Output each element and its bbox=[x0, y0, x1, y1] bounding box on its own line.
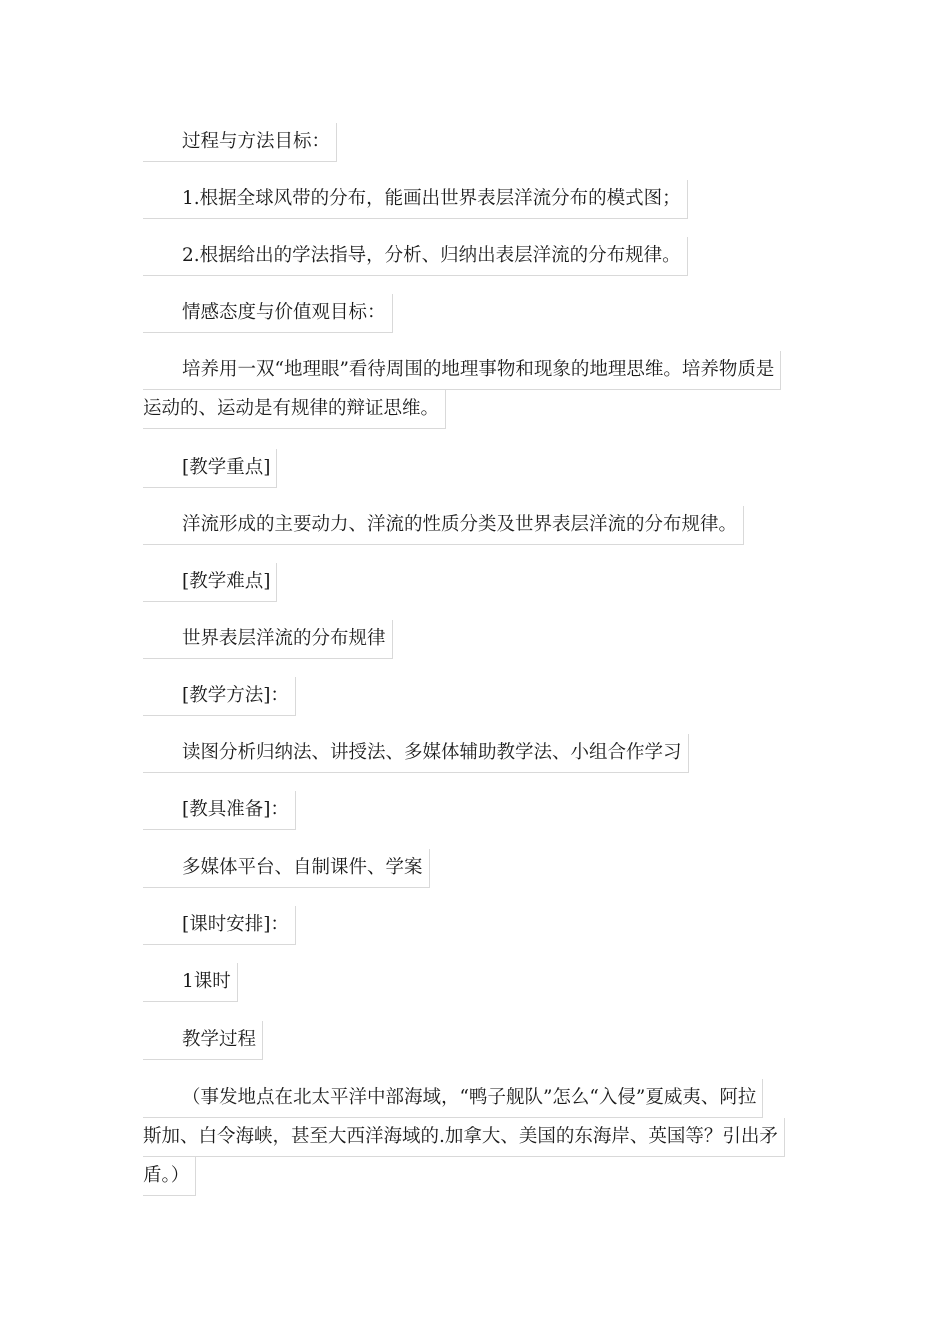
emotion-values-paragraph bbox=[143, 351, 781, 429]
paragraph-line: 读图分析归纳法、讲授法、多媒体辅助教学法、小组合作学习 bbox=[143, 734, 689, 773]
paragraph-line: [教学重点] bbox=[143, 449, 277, 488]
heading-methods bbox=[143, 677, 296, 716]
paragraph-line: [教具准备]： bbox=[143, 791, 296, 830]
key-points-paragraph bbox=[143, 506, 744, 545]
intro-paragraph bbox=[143, 1079, 785, 1196]
objective-item-1 bbox=[143, 180, 688, 219]
heading-process-method bbox=[143, 123, 337, 162]
paragraph-line: [教学难点] bbox=[143, 563, 277, 602]
schedule-paragraph bbox=[143, 963, 238, 1002]
paragraph-line: 培养用一双“地理眼”看待周围的地理事物和现象的地理思维。培养物质是 bbox=[143, 351, 781, 390]
heading-emotion-values bbox=[143, 294, 393, 333]
heading-schedule bbox=[143, 906, 296, 945]
objective-item-2 bbox=[143, 237, 688, 276]
paragraph-line: 过程与方法目标： bbox=[143, 123, 337, 162]
heading-key-points bbox=[143, 449, 277, 488]
paragraph-line: 2.根据给出的学法指导，分析、归纳出表层洋流的分布规律。 bbox=[143, 237, 688, 276]
paragraph-line: 1.根据全球风带的分布，能画出世界表层洋流分布的模式图； bbox=[143, 180, 688, 219]
paragraph-line: 多媒体平台、自制课件、学案 bbox=[143, 849, 430, 888]
paragraph-line: 斯加、白令海峡，甚至大西洋海域的.加拿大、美国的东海岸、英国等？引出矛 bbox=[143, 1118, 785, 1157]
difficulties-paragraph bbox=[143, 620, 393, 659]
heading-tools bbox=[143, 791, 296, 830]
paragraph-line: [课时安排]： bbox=[143, 906, 296, 945]
paragraph-line: 教学过程 bbox=[143, 1021, 263, 1060]
paragraph-line: 盾。） bbox=[143, 1157, 196, 1196]
paragraph-line: （事发地点在北太平洋中部海域，“鸭子舰队”怎么“入侵”夏威夷、阿拉 bbox=[143, 1079, 763, 1118]
tools-paragraph bbox=[143, 849, 430, 888]
paragraph-line: 运动的、运动是有规律的辩证思维。 bbox=[143, 390, 446, 429]
paragraph-line: 1课时 bbox=[143, 963, 238, 1002]
paragraph-line: [教学方法]： bbox=[143, 677, 296, 716]
methods-paragraph bbox=[143, 734, 689, 773]
paragraph-line: 世界表层洋流的分布规律 bbox=[143, 620, 393, 659]
paragraph-line: 情感态度与价值观目标： bbox=[143, 294, 393, 333]
heading-difficulties bbox=[143, 563, 277, 602]
heading-teaching-process bbox=[143, 1021, 263, 1060]
paragraph-line: 洋流形成的主要动力、洋流的性质分类及世界表层洋流的分布规律。 bbox=[143, 506, 744, 545]
